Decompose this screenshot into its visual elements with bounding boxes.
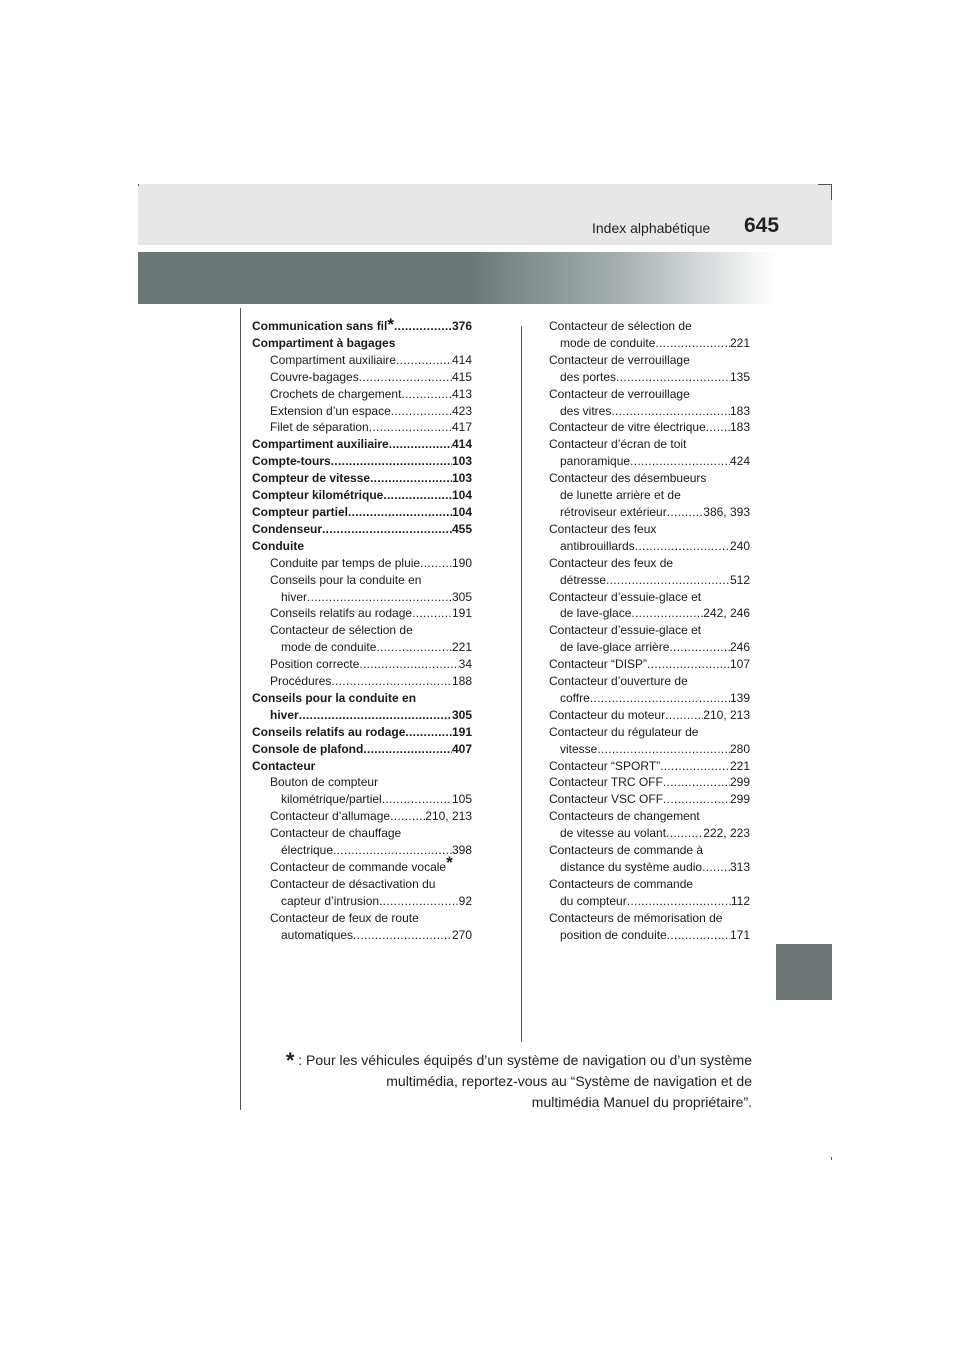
left-margin-rule [240,308,241,1110]
leader-dots [331,453,452,470]
index-entry [252,470,472,487]
entry-label: Contacteur “DISP” [549,657,648,672]
entry-page-ref: 191 [451,606,472,621]
leader-dots [363,741,452,758]
entry-label: Contacteurs de changement [549,809,700,824]
entry-label: Compteur partiel [252,504,349,519]
entry-page-ref: 191 [451,724,472,739]
entry-label: Contacteur de sélection de [549,319,692,333]
index-entry [549,690,750,707]
index-entry [549,318,750,335]
index-entry [549,369,750,386]
entry-page-ref: 183 [729,403,750,418]
entry-label: Contacteurs de commande à [549,843,704,858]
entry-page-ref: 280 [729,741,750,756]
leader-dots [307,589,452,606]
leader-dots [666,825,703,842]
entry-label: Conduite [252,538,304,553]
entry-label: détresse [560,572,607,587]
entry-label: vitesse [560,741,598,756]
entry-page-ref: 242, 246 [703,606,750,621]
leader-dots [359,369,452,386]
index-entry [549,386,750,403]
entry-label: Bouton de compteur [270,775,379,790]
entry-label: de lave-glace arrière [560,640,670,655]
entry-page-ref: 210, 213 [425,809,472,824]
leader-dots [616,369,730,386]
entry-page-ref: 270 [451,927,472,942]
entry-label: Conseils relatifs au rodage [252,724,406,739]
entry-label: de lunette arrière et de [560,488,681,503]
index-entry [549,504,750,521]
index-entry [549,335,750,352]
index-entry [549,436,750,453]
entry-label: Communication sans fil [252,319,388,333]
entry-label: Contacteur de verrouillage [549,352,690,367]
entry-page-ref: 107 [729,657,750,672]
entry-page-ref: 376 [451,319,472,333]
entry-page-ref: 105 [451,792,472,807]
entry-page-ref: 183 [729,420,750,435]
leader-dots [391,403,452,420]
entry-page-ref: 112 [730,893,750,908]
index-entry [549,352,750,369]
thumb-index-tab [776,944,832,1000]
crop-mark-bottom-right [831,1157,832,1160]
entry-page-ref: 221 [729,335,750,350]
entry-label: Compteur de vitesse [252,471,371,486]
leader-dots [405,724,452,741]
leader-dots [663,774,730,791]
entry-page-ref: 414 [451,352,472,367]
entry-page-ref: 424 [729,454,750,469]
entry-label: Compartiment auxiliaire [252,437,389,452]
entry-label: Condenseur [252,521,323,536]
index-entry [549,622,750,639]
entry-label: Conseils relatifs au rodage [270,606,413,621]
index-entry [252,758,472,775]
crop-mark-top-left [138,184,139,186]
entry-label: du compteur [560,893,627,908]
index-entry [252,791,472,808]
entry-label: antibrouillards [560,538,635,553]
index-column-left [252,315,472,944]
index-entry [549,555,750,572]
index-entry [549,808,750,825]
index-entry [549,403,750,420]
index-entry [549,910,750,927]
column-divider [521,326,522,1042]
index-entry [252,453,472,470]
entry-page-ref: 398 [451,843,472,858]
index-entry [549,774,750,791]
entry-page-ref: 415 [451,369,472,384]
index-entry [549,825,750,842]
index-entry [252,656,472,673]
entry-page-ref: 423 [451,403,472,418]
entry-label: Compte-tours [252,454,331,469]
entry-page-ref: 221 [451,640,472,655]
index-entry [252,825,472,842]
index-entry [252,927,472,944]
entry-page-ref: 305 [451,707,472,722]
entry-page-ref: 299 [729,792,750,807]
leader-dots [390,808,425,825]
leader-dots [299,707,452,724]
leader-dots [412,605,452,622]
index-entry [549,927,750,944]
index-entry [549,605,750,622]
index-entry [252,487,472,504]
entry-label: Procédures [270,674,332,689]
leader-dots [611,403,730,420]
entry-label: rétroviseur extérieur [560,504,667,519]
entry-page-ref: 414 [451,437,472,452]
leader-dots [331,673,452,690]
leader-dots [635,538,730,555]
entry-label: Conduite par temps de pluie [270,555,421,570]
entry-page-ref: 210, 213 [703,707,750,722]
index-entry [252,572,472,589]
entry-label: capteur d’intrusion [281,893,380,908]
entry-page-ref: 305 [451,589,472,604]
entry-label: Contacteur de désactivation du [270,876,436,891]
leader-dots [396,352,452,369]
index-entry [549,724,750,741]
entry-page-ref: 246 [729,640,750,655]
leader-dots [655,335,730,352]
entry-page-ref: 135 [729,369,750,384]
entry-label: Contacteur d’ouverture de [549,674,688,689]
index-entry [252,538,472,555]
leader-dots [379,893,459,910]
entry-label: mode de conduite [281,640,377,655]
index-entry [252,352,472,369]
index-entry [252,910,472,927]
entry-label: électrique [281,843,334,858]
entry-label: Contacteur des feux [549,521,657,536]
entry-label: de vitesse au volant [560,826,667,841]
entry-page-ref: 386, 393 [703,504,750,519]
index-entry [252,724,472,741]
crop-mark-top-right-h [818,184,832,185]
entry-label: distance du système audio [560,860,703,874]
section-banner [138,252,832,304]
entry-label: Filet de séparation [270,420,369,435]
index-entry [252,335,472,352]
leader-dots [322,521,452,538]
entry-label: Contacteur de chauffage [270,826,402,841]
leader-dots [590,690,730,707]
entry-label: Contacteur de feux de route [270,910,419,925]
entry-label: Conseils pour la conduite en [252,690,417,705]
footnote-line-2: multimédia, reportez-vous au “Système de navigation et de [386,1073,752,1089]
index-entry [549,521,750,538]
section-title: Index alphabétique [592,220,711,236]
leader-dots [420,555,452,572]
entry-label: Console de plafond [252,741,364,756]
index-entry [252,673,472,690]
index-entry [252,842,472,859]
leader-dots [348,504,452,521]
leader-dots [631,605,703,622]
entry-page-ref: 104 [451,504,472,519]
leader-dots [383,487,452,504]
leader-dots [663,791,730,808]
index-entry [252,741,472,758]
entry-label: des vitres [560,403,612,418]
index-entry [549,639,750,656]
entry-label: Contacteur “SPORT” [549,758,661,773]
entry-label: coffre [560,690,590,705]
entry-label: Contacteurs de commande [549,876,694,891]
entry-page-ref: 103 [451,454,472,469]
entry-label: Contacteur d’écran de toit [549,437,687,452]
entry-label: Contacteur d’essuie-glace et [549,589,702,604]
entry-page-ref: 188 [451,674,472,689]
page-number: 645 [744,214,780,237]
leader-dots [401,386,452,403]
index-entry [252,419,472,436]
entry-page-ref: 407 [451,741,472,756]
index-entry [549,758,750,775]
entry-page-ref: 299 [729,775,750,790]
index-entry [252,521,472,538]
footnote [282,1050,752,1113]
leader-dots [667,927,730,944]
index-entry [252,893,472,910]
leader-dots [370,470,452,487]
index-entry [252,853,472,876]
leader-dots [359,656,458,673]
index-column-right [549,318,750,944]
entry-label: position de conduite [560,927,667,942]
index-entry [549,741,750,758]
leader-dots [667,504,704,521]
entry-label: Compartiment à bagages [252,335,396,350]
index-entry [252,436,472,453]
index-entry [549,453,750,470]
leader-dots [702,859,730,876]
entry-page-ref: 222, 223 [703,826,750,841]
entry-label: Contacteur des feux de [549,555,674,570]
entry-label: Contacteur TRC OFF [549,775,663,790]
entry-label: Contacteur de vitre électrique [549,420,706,435]
leader-dots [376,639,452,656]
leader-dots [389,436,452,453]
leader-dots [665,707,703,724]
entry-label: Contacteur des désembueurs [549,471,707,486]
leader-dots [606,572,730,589]
entry-label: automatiques [281,927,354,942]
entry-page-ref: 139 [729,690,750,705]
entry-page-ref: 104 [451,488,472,503]
index-entry [252,707,472,724]
index-entry [252,504,472,521]
entry-label: Contacteur de commande vocale [270,860,447,874]
entry-page-ref: 455 [451,521,472,536]
index-entry [549,487,750,504]
footnote-line-3: multimédia Manuel du propriétaire”. [531,1094,752,1110]
entry-page-ref: 103 [451,471,472,486]
index-entry [549,419,750,436]
index-entry [252,876,472,893]
crop-mark-top-right-v [831,184,832,200]
index-entry [549,656,750,673]
index-entry [252,774,472,791]
index-entry [549,842,750,859]
entry-page-ref: 92 [458,893,472,908]
entry-label: Contacteur du moteur [549,707,666,722]
entry-page-ref: 221 [729,758,750,773]
entry-label: Contacteur d’essuie-glace et [549,623,702,638]
leader-dots [660,758,730,775]
entry-page-ref: 34 [458,657,472,672]
entry-label: Contacteur VSC OFF [549,792,664,807]
index-entry [252,386,472,403]
footnote-text-1: : Pour les véhicules équipés d’un système de navigation ou d’un système [298,1052,752,1068]
entry-label: Couvre-bagages [270,369,359,384]
leader-dots [669,639,730,656]
leader-dots [394,318,452,335]
footnote-line-1 [282,1050,752,1071]
entry-label: panoramique [560,454,631,469]
index-entry [252,690,472,707]
entry-label: hiver [281,589,308,604]
index-entry [549,791,750,808]
entry-label: Contacteur d’allumage [270,809,391,824]
header-band [138,184,832,245]
entry-page-ref: 417 [451,420,472,435]
entry-label: Contacteurs de mémorisation de [549,910,723,925]
entry-label: Contacteur [252,758,316,773]
entry-page-ref: 413 [451,386,472,401]
index-entry [549,470,750,487]
entry-label: Crochets de chargement [270,386,402,401]
index-entry [252,589,472,606]
entry-page-ref: 190 [451,555,472,570]
index-entry [252,639,472,656]
entry-label: Contacteur du régulateur de [549,724,699,739]
entry-label: Extension d’un espace [270,403,391,418]
index-entry [252,403,472,420]
entry-label: Contacteur de sélection de [270,623,413,638]
entry-page-ref: 240 [729,538,750,553]
index-entry [252,622,472,639]
entry-page-ref: 171 [729,927,750,942]
index-entry [549,876,750,893]
index-entry: Communication sans fil * ..... 376 [252,318,472,335]
index-entry [549,893,750,910]
entry-label: Compteur kilométrique [252,488,384,503]
leader-dots [706,419,730,436]
entry-page-ref: 313 [729,860,750,874]
leader-dots [597,741,730,758]
entry-label: mode de conduite [560,335,656,350]
index-entry [549,707,750,724]
leader-dots [647,656,730,673]
entry-label: Position correcte [270,657,360,672]
index-entry [252,605,472,622]
leader-dots [627,893,731,910]
index-entry [549,673,750,690]
entry-label: Conseils pour la conduite en [270,572,422,587]
leader-dots [353,927,452,944]
leader-dots [630,453,730,470]
asterisk-icon: * [446,853,453,872]
index-entry [549,572,750,589]
leader-dots [333,842,452,859]
entry-label: Compartiment auxiliaire [270,352,397,367]
entry-label: des portes [560,369,617,384]
index-entry [252,369,472,386]
index-entry [549,538,750,555]
entry-label: de lave-glace [560,606,632,621]
entry-page-ref: 512 [729,572,750,587]
leader-dots [369,419,452,436]
entry-label: kilométrique/partiel [281,792,382,807]
footnote-star-icon: * [285,1048,295,1073]
leader-dots [382,791,452,808]
entry-label: hiver [270,707,299,722]
entry-label: Contacteur de verrouillage [549,386,690,401]
index-entry [252,808,472,825]
index-entry [549,859,750,876]
index-entry [252,555,472,572]
index-entry [549,589,750,606]
